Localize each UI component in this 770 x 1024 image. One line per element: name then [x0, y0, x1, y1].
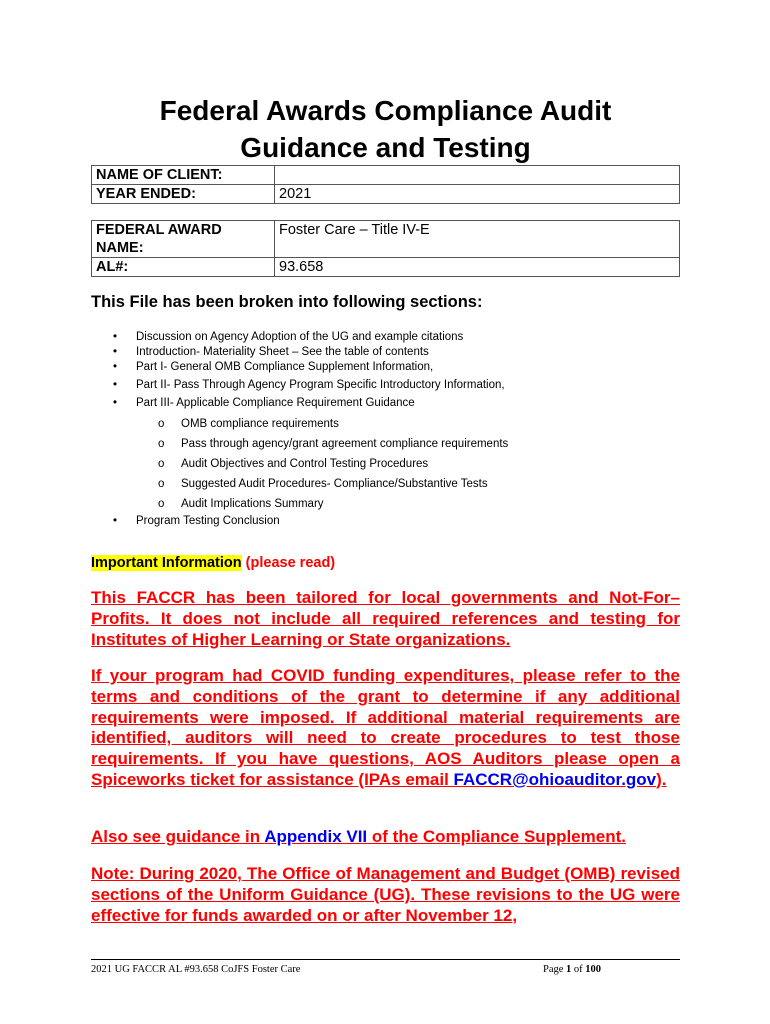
bullet-icon: • — [113, 379, 118, 391]
sub-list-item — [91, 414, 680, 434]
list-item — [91, 330, 680, 345]
bullet-icon: • — [113, 346, 118, 358]
sub-bullet-icon: o — [158, 418, 165, 430]
please-read-note: (please read) — [245, 555, 336, 571]
client-info-table — [91, 165, 680, 204]
section-text: Discussion on Agency Adoption of the UG and example citations — [136, 331, 464, 343]
document-page — [91, 0, 680, 1024]
section-text: Part II- Pass Through Agency Program Specific Introductory Information, — [136, 379, 505, 391]
footer-document-name: 2021 UG FACCR AL #93.658 CoJFS Foster Care — [91, 964, 301, 975]
sub-list-item — [91, 434, 680, 454]
page-num: 1 — [566, 964, 572, 975]
year-ended-label: YEAR ENDED: — [92, 185, 275, 204]
bullet-icon: • — [113, 331, 118, 343]
tailored-notice: This FACCR has been tailored for local governments and Not-For–Profits. It does not include all required references and testing for Institutes of Higher Learning or State organizations. — [91, 588, 680, 649]
appendix-notice — [91, 827, 680, 848]
covid-notice — [91, 666, 680, 791]
table-row — [92, 166, 680, 185]
bullet-icon: • — [113, 515, 118, 527]
sub-bullet-icon: o — [158, 458, 165, 470]
page-of: of — [571, 964, 586, 975]
federal-award-value: Foster Care – Title IV-E — [275, 221, 680, 258]
al-number-value: 93.658 — [275, 258, 680, 277]
list-item — [91, 360, 680, 375]
omb-revision-note: Note: During 2020, The Office of Management and Budget (OMB) revised sections of the Uniform Guidance (UG). These revisions to the UG were effective for funds awarded on or after November 12, — [91, 864, 680, 925]
section-text: Program Testing Conclusion — [136, 515, 280, 527]
sub-list-item — [91, 494, 680, 514]
table-row — [92, 258, 680, 277]
section-text: Part III- Applicable Compliance Requirement Guidance — [136, 397, 415, 409]
title-line-2: Guidance and Testing — [240, 132, 531, 163]
page-total: 100 — [585, 964, 602, 975]
covid-notice-end: ). — [656, 769, 667, 789]
sub-bullet-icon: o — [158, 438, 165, 450]
subsection-text: Pass through agency/grant agreement compliance requirements — [181, 438, 509, 450]
subsection-text: Suggested Audit Procedures- Compliance/Substantive Tests — [181, 478, 488, 490]
document-title — [91, 92, 680, 166]
table-row — [92, 185, 680, 204]
table-row — [92, 221, 680, 258]
page-prefix: Page — [543, 964, 567, 975]
faccr-email-link[interactable]: FACCR@ohioauditor.gov — [453, 769, 657, 789]
sub-list-item — [91, 454, 680, 474]
important-label: Important Information — [91, 555, 242, 571]
appendix-notice-end: of the Compliance Supplement. — [367, 827, 626, 846]
list-item — [91, 514, 680, 529]
sections-list — [91, 330, 680, 529]
year-ended-value: 2021 — [275, 185, 680, 204]
title-line-1: Federal Awards Compliance Audit — [159, 95, 612, 126]
sections-heading: This File has been broken into following sections: — [91, 293, 483, 311]
list-item — [91, 396, 680, 411]
section-text: Part I- General OMB Compliance Supplement Information, — [136, 361, 434, 373]
sub-list-item — [91, 474, 680, 494]
appendix-notice-start: Also see guidance in — [91, 827, 265, 846]
appendix-vii-link[interactable]: Appendix VII — [264, 827, 368, 846]
list-item — [91, 345, 680, 360]
client-name-value — [275, 166, 680, 185]
footer-page-number — [543, 964, 601, 975]
sub-bullet-icon: o — [158, 498, 165, 510]
subsection-text: Audit Objectives and Control Testing Procedures — [181, 458, 429, 470]
sub-bullet-icon: o — [158, 478, 165, 490]
page-footer — [91, 959, 680, 975]
client-name-label: NAME OF CLIENT: — [92, 166, 275, 185]
list-item — [91, 378, 680, 393]
federal-award-label: FEDERAL AWARD NAME: — [92, 221, 275, 258]
award-info-table — [91, 220, 680, 277]
section-text: Introduction- Materiality Sheet – See the table of contents — [136, 346, 429, 358]
bullet-icon: • — [113, 361, 118, 373]
important-information — [91, 555, 335, 571]
subsection-text: OMB compliance requirements — [181, 418, 339, 430]
bullet-icon: • — [113, 397, 118, 409]
covid-notice-text: If your program had COVID funding expenditures, please refer to the terms and conditions of the grant to determine if any additional requirements were imposed. If additional material requirements are identified, auditors will need to create procedures to test those requirements. If you have questions, AOS Auditors please open a Spiceworks ticket for assistance (IPAs email — [91, 666, 680, 789]
al-number-label: AL#: — [92, 258, 275, 277]
subsection-text: Audit Implications Summary — [181, 498, 324, 510]
